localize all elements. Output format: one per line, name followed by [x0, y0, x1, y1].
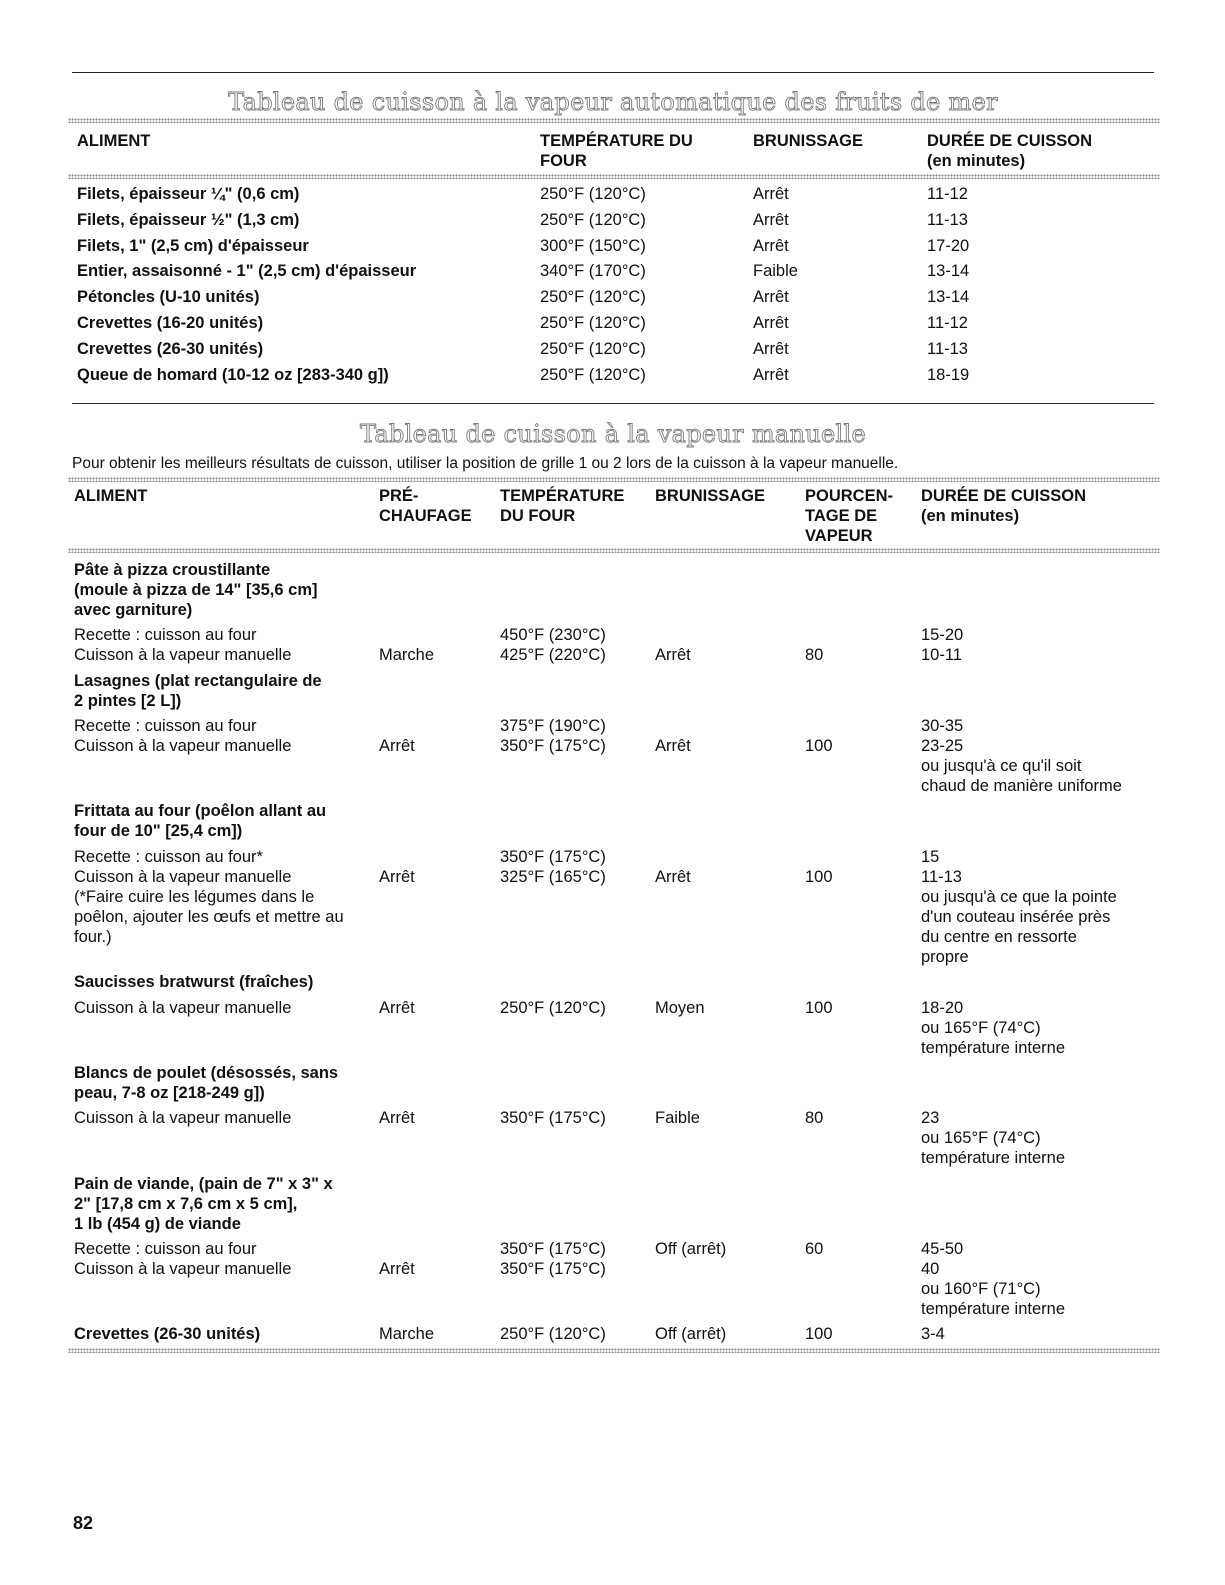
brunissage-cell: Arrêt: [753, 210, 789, 229]
table-row: [0, 210, 1225, 236]
temp-cell: 250°F (120°C): [500, 999, 606, 1017]
table-row: [0, 625, 1225, 645]
prechauffage-cell: Arrêt: [379, 868, 415, 887]
duree-cell: 18-20: [921, 999, 964, 1017]
table-row: [0, 287, 1225, 313]
footnote: [74, 887, 374, 947]
pourcentage-cell: 80: [805, 1109, 824, 1127]
duree-note-line: ou 165°F (74°C): [921, 1019, 1041, 1038]
table-row: [0, 645, 1225, 665]
method-cell: Cuisson à la vapeur manuelle: [74, 646, 292, 665]
prechauffage-cell: Marche: [379, 1325, 435, 1343]
food-cell: Entier, assaisonné - 1" (2,5 cm) d'épaisseur: [77, 262, 417, 281]
table-row: [0, 184, 1225, 210]
temp-cell: 350°F (175°C): [500, 737, 606, 756]
table-row: [0, 736, 1225, 756]
duree-cell: 3-4: [921, 1325, 945, 1343]
table-row: [0, 236, 1225, 262]
footnote-line: poêlon, ajouter les œufs et mettre au: [74, 908, 344, 927]
temp-cell: 250°F (120°C): [540, 314, 646, 332]
brunissage-cell: Arrêt: [655, 646, 691, 665]
duree-cell: 40: [921, 1260, 940, 1279]
duree-cell: 23-25: [921, 737, 964, 756]
food-cell: Crevettes (26-30 unités): [77, 339, 264, 358]
temp-cell: 350°F (175°C): [500, 848, 606, 866]
pourcentage-cell: 80: [805, 646, 824, 665]
food-title: [74, 671, 374, 711]
temp-cell: 350°F (175°C): [500, 1240, 606, 1258]
table2-intro: Pour obtenir les meilleurs résultats de cuisson, utiliser la position de grille 1 ou 2 lors de la cuisson à la vapeur manuelle.: [72, 455, 899, 472]
food-cell: Filets, épaisseur ¼" (0,6 cm): [77, 185, 300, 203]
method-cell: Recette : cuisson au four: [74, 1240, 257, 1258]
duree-cell: 45-50: [921, 1240, 964, 1258]
duree-note: [921, 887, 1151, 967]
table-row: [0, 847, 1225, 867]
table2-bottom-border: [68, 1348, 1160, 1353]
table2-header-brunissage: BRUNISSAGE: [655, 487, 766, 505]
food-title-line: 1 lb (454 g) de viande: [74, 1215, 241, 1233]
prechauffage-cell: Arrêt: [379, 737, 415, 756]
food-title-line: (moule à pizza de 14" [35,6 cm]: [74, 581, 318, 599]
brunissage-cell: Off (arrêt): [655, 1325, 727, 1343]
duree-note-line: d'un couteau insérée près: [921, 908, 1111, 927]
food-title: [74, 972, 374, 992]
prechauffage-cell: Arrêt: [379, 999, 415, 1017]
food-title: Crevettes (26-30 unités): [74, 1325, 261, 1343]
food-cell: Filets, épaisseur ½" (1,3 cm): [77, 210, 300, 229]
table-row: [0, 1259, 1225, 1279]
food-title-line: 2" [17,8 cm x 7,6 cm x 5 cm],: [74, 1195, 298, 1213]
table2-header-prechauffage: PRÉ- CHAUFAGE: [379, 487, 472, 525]
duree-cell: 30-35: [921, 717, 964, 735]
method-cell: Recette : cuisson au four*: [74, 848, 263, 866]
brunissage-cell: Arrêt: [753, 185, 789, 203]
duree-note-line: ou 165°F (74°C): [921, 1129, 1041, 1148]
food-title-line: Saucisses bratwurst (fraîches): [74, 973, 314, 991]
food-title-line: four de 10" [25,4 cm]): [74, 822, 243, 840]
prechauffage-cell: Arrêt: [379, 1109, 415, 1127]
duree-cell: 13-14: [927, 288, 970, 307]
table1-header-temp: TEMPÉRATURE DU FOUR: [540, 132, 693, 170]
table-row: [0, 867, 1225, 887]
brunissage-cell: Arrêt: [753, 365, 789, 384]
duree-note-line: température interne: [921, 1300, 1065, 1319]
prechauffage-cell: Marche: [379, 646, 435, 665]
food-title-line: Lasagnes (plat rectangulaire de: [74, 672, 322, 690]
duree-note: [921, 1018, 1151, 1058]
duree-cell: 18-19: [927, 365, 970, 384]
table2-header-temp: TEMPÉRATURE DU FOUR: [500, 487, 625, 525]
duree-cell: 11-13: [927, 210, 968, 229]
duree-cell: 17-20: [927, 236, 970, 255]
table2-header-aliment: ALIMENT: [74, 487, 148, 505]
food-cell: Crevettes (16-20 unités): [77, 314, 264, 332]
duree-cell: 11-13: [921, 868, 962, 887]
page-number: 82: [73, 1513, 94, 1533]
brunissage-cell: Arrêt: [753, 314, 789, 332]
duree-note-line: du centre en ressorte: [921, 928, 1077, 947]
food-title-line: avec garniture): [74, 601, 193, 619]
pourcentage-cell: 100: [805, 868, 833, 887]
duree-cell: 15: [921, 848, 940, 866]
brunissage-cell: Faible: [655, 1109, 700, 1127]
food-title: [74, 1174, 374, 1234]
temp-cell: 250°F (120°C): [540, 365, 646, 384]
temp-cell: 375°F (190°C): [500, 717, 606, 735]
duree-note-line: ou 160°F (71°C): [921, 1280, 1041, 1299]
method-cell: Cuisson à la vapeur manuelle: [74, 1260, 292, 1279]
duree-note-line: propre: [921, 948, 969, 967]
table2-header-pourcentage: POURCEN- TAGE DE VAPEUR: [805, 487, 894, 545]
table2-header-bottom-border: [68, 548, 1160, 553]
table1-header-bottom-border: [68, 174, 1160, 179]
table-row: [0, 313, 1225, 339]
temp-cell: 425°F (220°C): [500, 646, 606, 665]
temp-cell: 300°F (150°C): [540, 236, 646, 255]
table-row: [0, 998, 1225, 1018]
brunissage-cell: Arrêt: [753, 288, 789, 307]
duree-note-line: température interne: [921, 1039, 1065, 1058]
brunissage-cell: Arrêt: [655, 868, 691, 887]
temp-cell: 250°F (120°C): [540, 185, 646, 203]
pourcentage-cell: 100: [805, 737, 833, 756]
table1-header-brunissage: BRUNISSAGE: [753, 132, 864, 150]
method-cell: Cuisson à la vapeur manuelle: [74, 1109, 292, 1127]
temp-cell: 250°F (120°C): [540, 288, 646, 307]
footnote-line: four.): [74, 928, 112, 947]
brunissage-cell: Arrêt: [753, 339, 789, 358]
pourcentage-cell: 60: [805, 1240, 824, 1258]
table2-title: Tableau de cuisson à la vapeur manuelle: [359, 420, 866, 448]
brunissage-cell: Moyen: [655, 999, 705, 1017]
top-rule: [72, 72, 1154, 73]
food-title-line: Blancs de poulet (désossés, sans: [74, 1064, 339, 1082]
food-cell: Queue de homard (10-12 oz [283-340 g]): [77, 365, 389, 384]
footnote-line: (*Faire cuire les légumes dans le: [74, 888, 315, 907]
table2-header-top-border: [68, 477, 1160, 482]
pourcentage-cell: 100: [805, 1325, 833, 1343]
method-cell: Cuisson à la vapeur manuelle: [74, 868, 292, 887]
food-title-line: peau, 7-8 oz [218-249 g]): [74, 1084, 265, 1102]
section-rule: [72, 403, 1154, 404]
prechauffage-cell: Arrêt: [379, 1260, 415, 1279]
food-title: [74, 1063, 374, 1103]
duree-note: [921, 1128, 1151, 1168]
table1-header-top-border: [68, 118, 1160, 123]
food-title-line: 2 pintes [2 L]): [74, 692, 182, 710]
table-row: [0, 1108, 1225, 1128]
table1-title: Tableau de cuisson à la vapeur automatique des fruits de mer: [228, 88, 998, 116]
table-row: [0, 365, 1225, 391]
table-row: [0, 261, 1225, 287]
food-title: [74, 801, 374, 841]
method-cell: Cuisson à la vapeur manuelle: [74, 999, 292, 1017]
duree-note-line: température interne: [921, 1149, 1065, 1168]
brunissage-cell: Off (arrêt): [655, 1240, 727, 1258]
food-title-line: Frittata au four (poêlon allant au: [74, 802, 327, 820]
duree-cell: 13-14: [927, 262, 970, 281]
duree-note-line: ou jusqu'à ce qu'il soit: [921, 757, 1082, 776]
temp-cell: 325°F (165°C): [500, 868, 606, 887]
duree-cell: 10-11: [921, 646, 962, 665]
food-title: [74, 560, 374, 620]
temp-cell: 250°F (120°C): [540, 339, 646, 358]
temp-cell: 250°F (120°C): [540, 210, 646, 229]
duree-cell: 11-13: [927, 339, 968, 358]
table1-header-duree: DURÉE DE CUISSON (en minutes): [927, 132, 1093, 170]
food-title-line: Pain de viande, (pain de 7" x 3" x: [74, 1175, 333, 1193]
temp-cell: 250°F (120°C): [500, 1325, 606, 1343]
temp-cell: 450°F (230°C): [500, 626, 606, 644]
brunissage-cell: Faible: [753, 262, 798, 281]
table-row: [0, 716, 1225, 736]
table-row: [0, 1239, 1225, 1259]
duree-cell: 15-20: [921, 626, 964, 644]
duree-note-line: ou jusqu'à ce que la pointe: [921, 888, 1117, 907]
temp-cell: 340°F (170°C): [540, 262, 646, 281]
brunissage-cell: Arrêt: [753, 236, 789, 255]
method-cell: Cuisson à la vapeur manuelle: [74, 737, 292, 756]
method-cell: Recette : cuisson au four: [74, 626, 257, 644]
duree-cell: 11-12: [927, 314, 968, 332]
duree-note: [921, 1279, 1151, 1319]
table2-header-duree: DURÉE DE CUISSON (en minutes): [921, 487, 1087, 525]
pourcentage-cell: 100: [805, 999, 833, 1017]
table-row: [0, 1324, 1225, 1344]
food-cell: Pétoncles (U-10 unités): [77, 288, 260, 307]
method-cell: Recette : cuisson au four: [74, 717, 257, 735]
duree-cell: 11-12: [927, 185, 968, 203]
food-title-line: Pâte à pizza croustillante: [74, 561, 271, 579]
brunissage-cell: Arrêt: [655, 737, 691, 756]
temp-cell: 350°F (175°C): [500, 1109, 606, 1127]
table1-header-aliment: ALIMENT: [77, 132, 151, 150]
food-cell: Filets, 1" (2,5 cm) d'épaisseur: [77, 236, 309, 255]
duree-note-line: chaud de manière uniforme: [921, 777, 1122, 796]
temp-cell: 350°F (175°C): [500, 1260, 606, 1279]
duree-note: [921, 756, 1151, 796]
table-row: [0, 339, 1225, 365]
duree-cell: 23: [921, 1109, 940, 1127]
